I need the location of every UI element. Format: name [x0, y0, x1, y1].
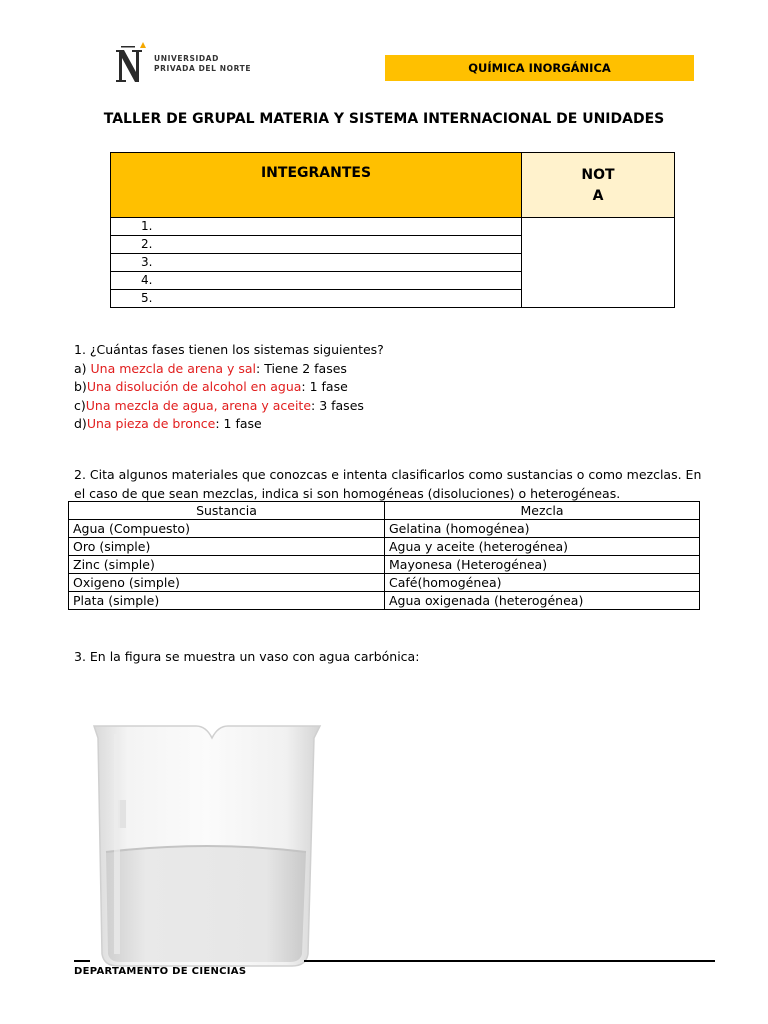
member-row[interactable]: 2.: [111, 236, 522, 254]
table-row: Agua (Compuesto) Gelatina (homogénea): [69, 520, 700, 538]
page-title: TALLER DE GRUPAL MATERIA Y SISTEMA INTERNACIONAL DE UNIDADES: [103, 111, 665, 127]
table-row: Oro (simple) Agua y aceite (heterogénea): [69, 538, 700, 556]
beaker-image: [88, 722, 328, 970]
members-table: [110, 152, 675, 308]
footer-department: DEPARTAMENTO DE CIENCIAS: [74, 966, 247, 977]
question-2-prompt: 2. Cita algunos materiales que conozcas e intenta clasificarlos como sustancias o como mezclas. En el caso de que sean mezclas, indica si son homogéneas (disoluciones) o heterogéneas.: [74, 467, 702, 501]
answer-item: c)Una mezcla de agua, arena y aceite: 3 fases: [74, 397, 364, 413]
table-row: Zinc (simple) Mayonesa (Heterogénea): [69, 556, 700, 574]
member-row[interactable]: 5.: [111, 290, 522, 308]
column-header-substance: Sustancia: [69, 502, 385, 520]
question-3-prompt: 3. En la figura se muestra un vaso con agua carbónica:: [74, 649, 420, 664]
grade-cell[interactable]: [522, 218, 675, 308]
question-1: [74, 341, 384, 434]
table-row: Plata (simple) Agua oxigenada (heterogénea): [69, 592, 700, 610]
university-emblem-icon: [112, 40, 152, 86]
answer-item: a) Una mezcla de arena y sal: Tiene 2 fases: [74, 360, 347, 376]
question-1-prompt: 1. ¿Cuántas fases tienen los sistemas siguientes?: [74, 342, 384, 357]
materials-table: [68, 501, 700, 610]
logo-text: UNIVERSIDAD PRIVADA DEL NORTE: [154, 54, 252, 73]
footer-rule-left: [74, 960, 90, 962]
member-row[interactable]: 4.: [111, 272, 522, 290]
footer-rule-right: [304, 960, 715, 962]
members-header: INTEGRANTES: [111, 153, 522, 218]
column-header-mixture: Mezcla: [385, 502, 700, 520]
course-banner: QUÍMICA INORGÁNICA: [385, 55, 694, 81]
answer-item: b)Una disolución de alcohol en agua: 1 fase: [74, 379, 348, 394]
table-row: Oxigeno (simple) Café(homogénea): [69, 574, 700, 592]
grade-header: NOT A: [522, 153, 675, 218]
university-logo: [112, 40, 282, 86]
member-row[interactable]: 1.: [111, 218, 522, 236]
member-row[interactable]: 3.: [111, 254, 522, 272]
answer-item: d)Una pieza de bronce: 1 fase: [74, 416, 262, 431]
